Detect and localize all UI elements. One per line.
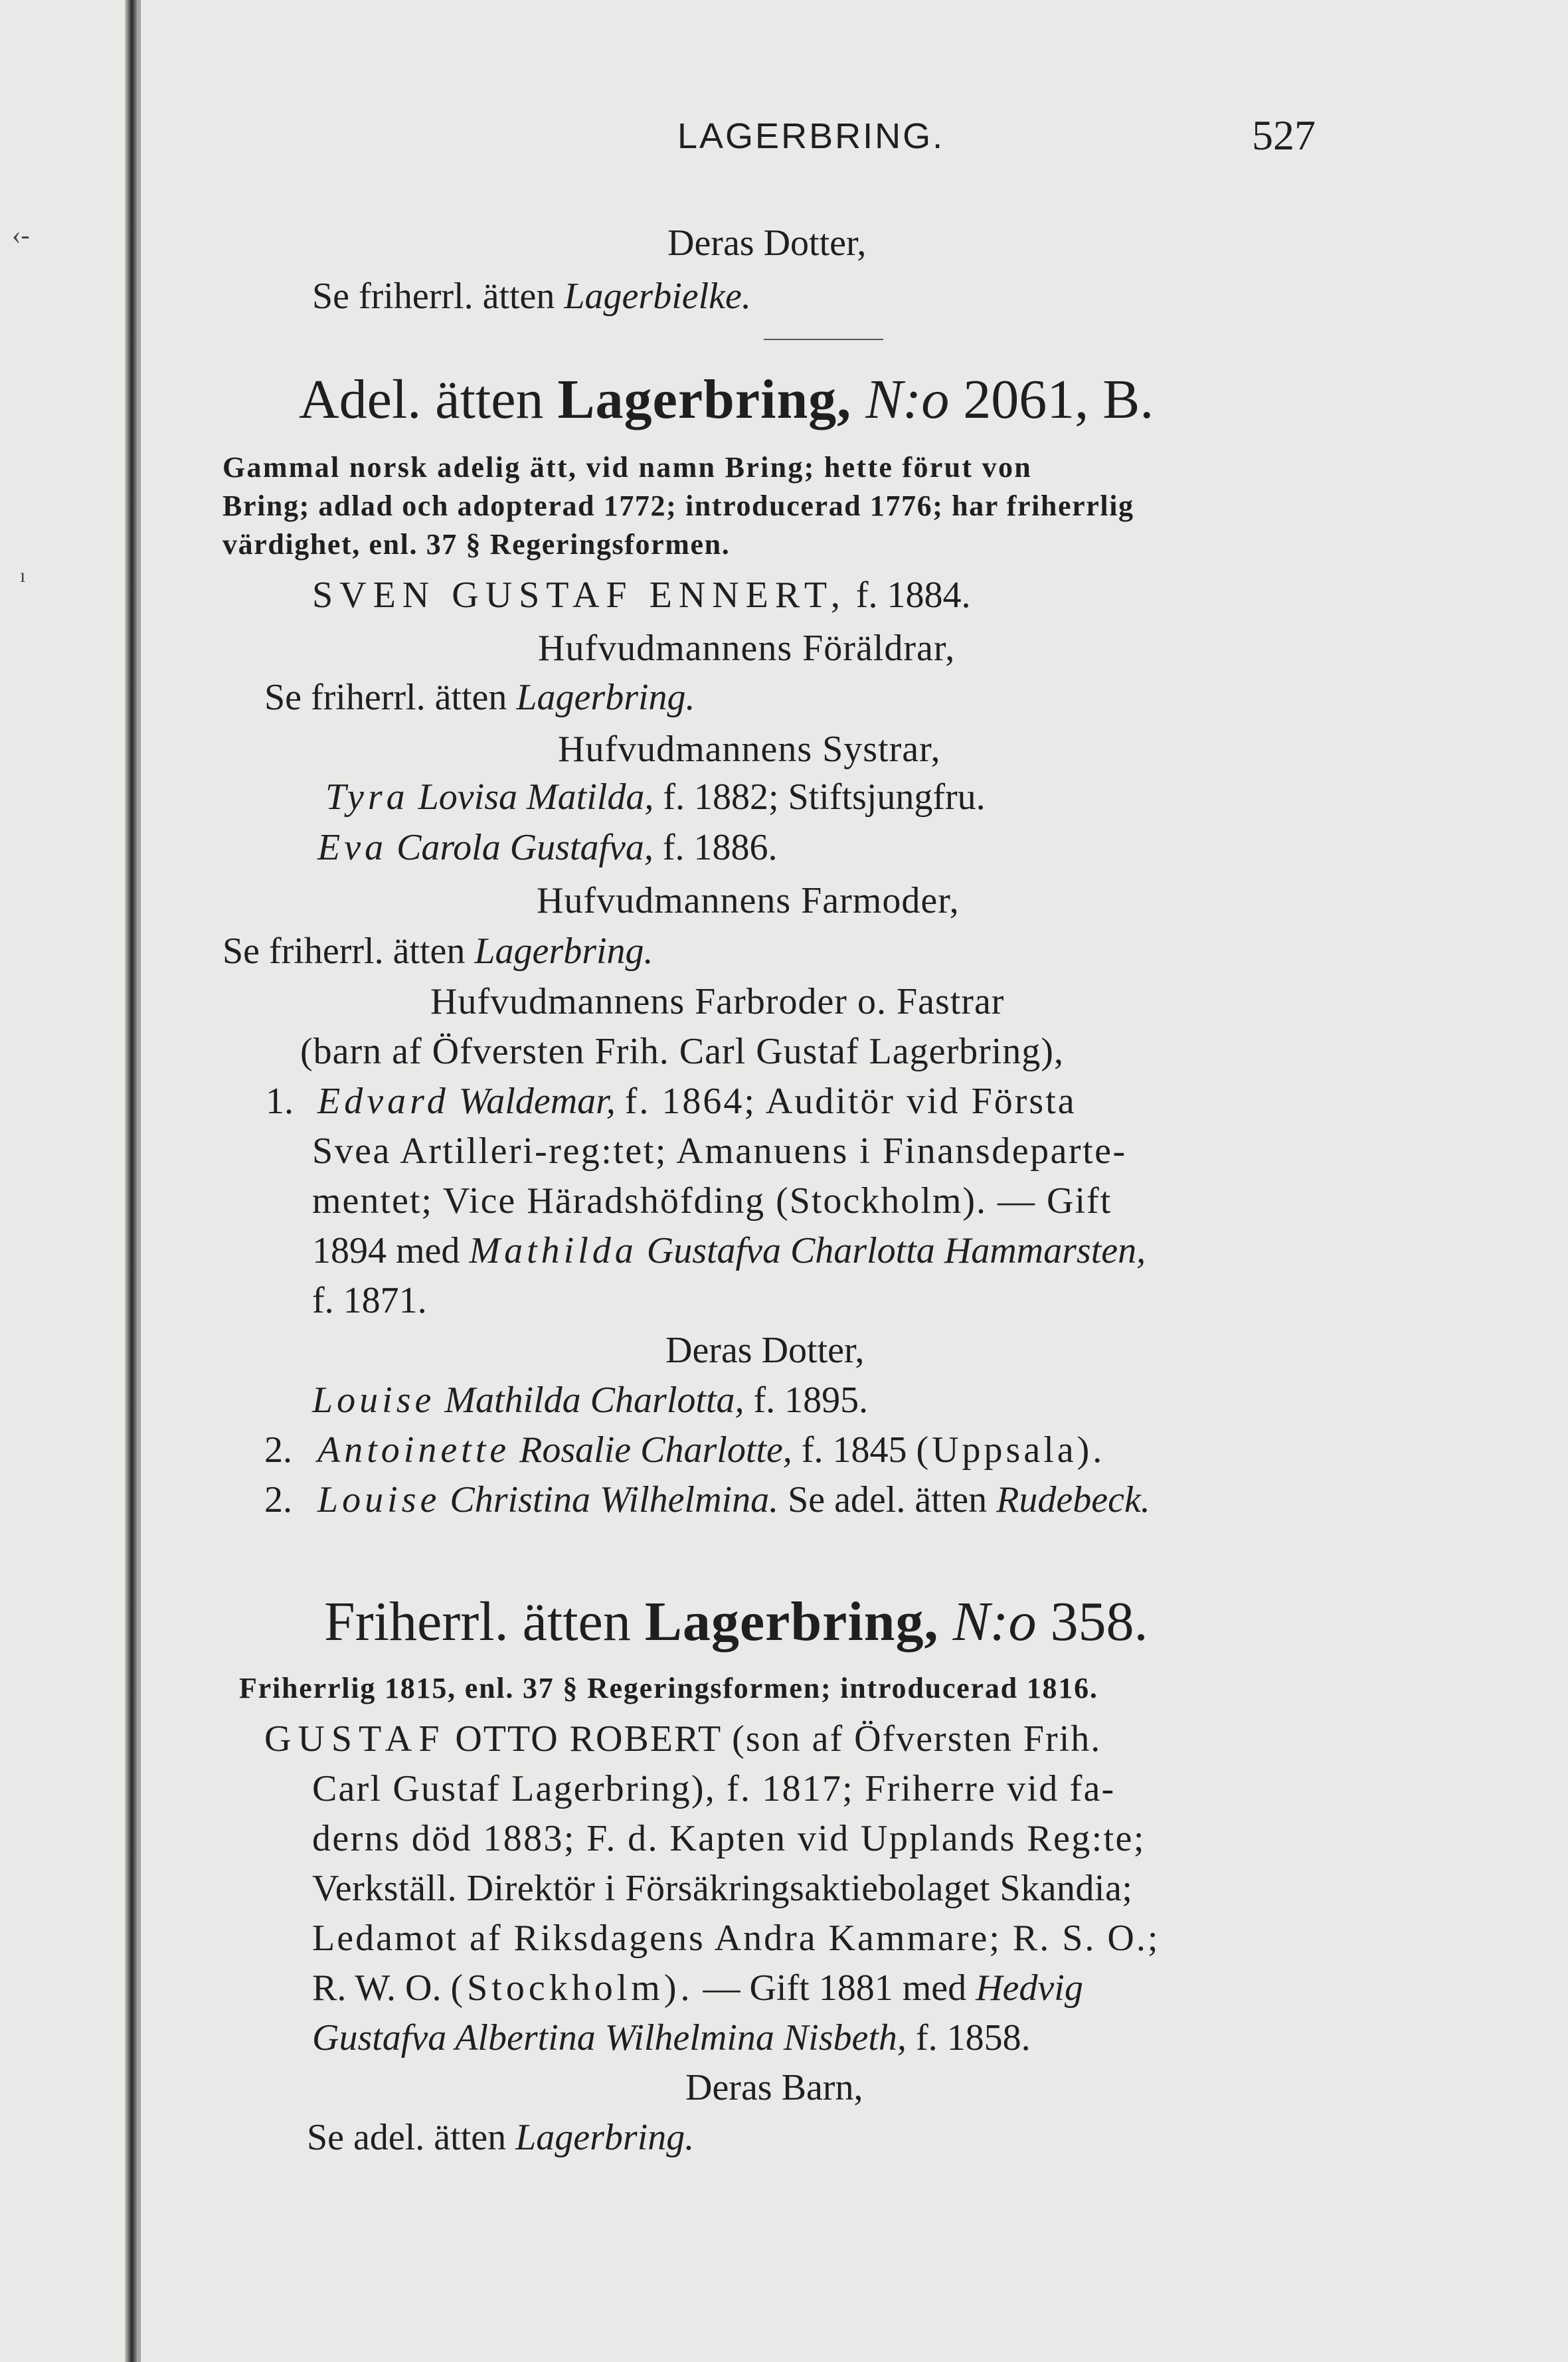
adel-description-line: Gammal norsk adelig ätt, vid namn Bring; hette förut von [222, 451, 1033, 484]
children-reference: Se adel. ätten Lagerbring. [307, 2117, 695, 2158]
entry-1-line: 1894 med Mathilda Gustafva Charlotta Hammarsten, [312, 1230, 1146, 1271]
friherrl-line: Gustafva Albertina Wilhelmina Nisbeth, f. 1858. [312, 2017, 1031, 2058]
entry-1-line: f. 1871. [312, 1280, 427, 1321]
daughter-heading: Deras Dotter, [665, 1330, 865, 1371]
entry-1-first-line: Edvard Waldemar, f. 1864; Auditör vid Första [317, 1081, 1077, 1122]
friherrl-line: R. W. O. (Stockholm). — Gift 1881 med Hedvig [312, 1967, 1083, 2009]
separator-rule [764, 339, 883, 340]
margin-mark: ‹- [12, 220, 30, 250]
book-binding-edge [137, 0, 141, 2362]
friherrl-description: Friherrlig 1815, enl. 37 § Regeringsformen; introducerad 1816. [239, 1672, 1098, 1704]
friherrl-head: GUSTAF OTTO ROBERT (son af Öfversten Frih. [264, 1718, 1102, 1760]
deras-dotter-heading: Deras Dotter, [667, 223, 867, 264]
sisters-heading: Hufvudmannens Systrar, [558, 729, 941, 770]
grandmother-reference: Se friherrl. ätten Lagerbring. [222, 931, 653, 972]
section-title-friherrl: Friherrl. ätten Lagerbring, N:o 358. [324, 1591, 1148, 1653]
adel-description-line: värdighet, enl. 37 § Regeringsformen. [222, 528, 731, 561]
friherrl-line: derns död 1883; F. d. Kapten vid Upplands Reg:te; [312, 1818, 1146, 1859]
parents-heading: Hufvudmannens Föräldrar, [538, 628, 956, 669]
friherrl-line: Ledamot af Riksdagens Andra Kammare; R. S. O.; [312, 1918, 1160, 1959]
uncles-subheading: (barn af Öfversten Frih. Carl Gustaf Lagerbring), [300, 1031, 1064, 1072]
book-binding-shadow [125, 0, 137, 2362]
uncles-heading: Hufvudmannens Farbroder o. Fastrar [430, 981, 1005, 1022]
grandmother-heading: Hufvudmannens Farmoder, [537, 880, 960, 921]
adel-description-line: Bring; adlad och adopterad 1772; introducerad 1776; har friherrlig [222, 490, 1134, 522]
friherrl-line: Carl Gustaf Lagerbring), f. 1817; Friherre vid fa- [312, 1768, 1116, 1809]
parents-reference: Se friherrl. ätten Lagerbring. [264, 677, 695, 718]
sister-entry: Tyra Lovisa Matilda, f. 1882; Stiftsjungfru. [325, 776, 986, 818]
running-title: LAGERBRING. [677, 116, 945, 156]
section-title-adel: Adel. ätten Lagerbring, N:o 2061, B. [299, 369, 1154, 430]
margin-mark: ı [20, 565, 26, 587]
head-of-family: SVEN GUSTAF ENNERT, f. 1884. [312, 575, 971, 616]
entry-1-line: mentet; Vice Häradshöfding (Stockholm). — Gift [312, 1180, 1112, 1222]
friherrl-line: Verkställ. Direktör i Försäkringsaktiebolaget Skandia; [312, 1868, 1133, 1909]
entry-number: 1. [266, 1081, 294, 1122]
entry-3: Louise Christina Wilhelmina. Se adel. ätten Rudebeck. [317, 1479, 1150, 1520]
page-number: 527 [1252, 112, 1316, 159]
entry-1-line: Svea Artilleri-reg:tet; Amanuens i Finansdeparte- [312, 1131, 1127, 1172]
children-heading: Deras Barn, [685, 2067, 863, 2108]
entry-number: 2. [264, 1429, 292, 1471]
block1-reference: Se friherrl. ätten Lagerbielke. [312, 276, 751, 317]
sister-entry: Eva Carola Gustafva, f. 1886. [317, 827, 778, 868]
entry-number: 2. [264, 1479, 292, 1520]
entry-2: Antoinette Rosalie Charlotte, f. 1845 (Uppsala). [317, 1429, 1106, 1471]
daughter-entry: Louise Mathilda Charlotta, f. 1895. [312, 1380, 869, 1421]
